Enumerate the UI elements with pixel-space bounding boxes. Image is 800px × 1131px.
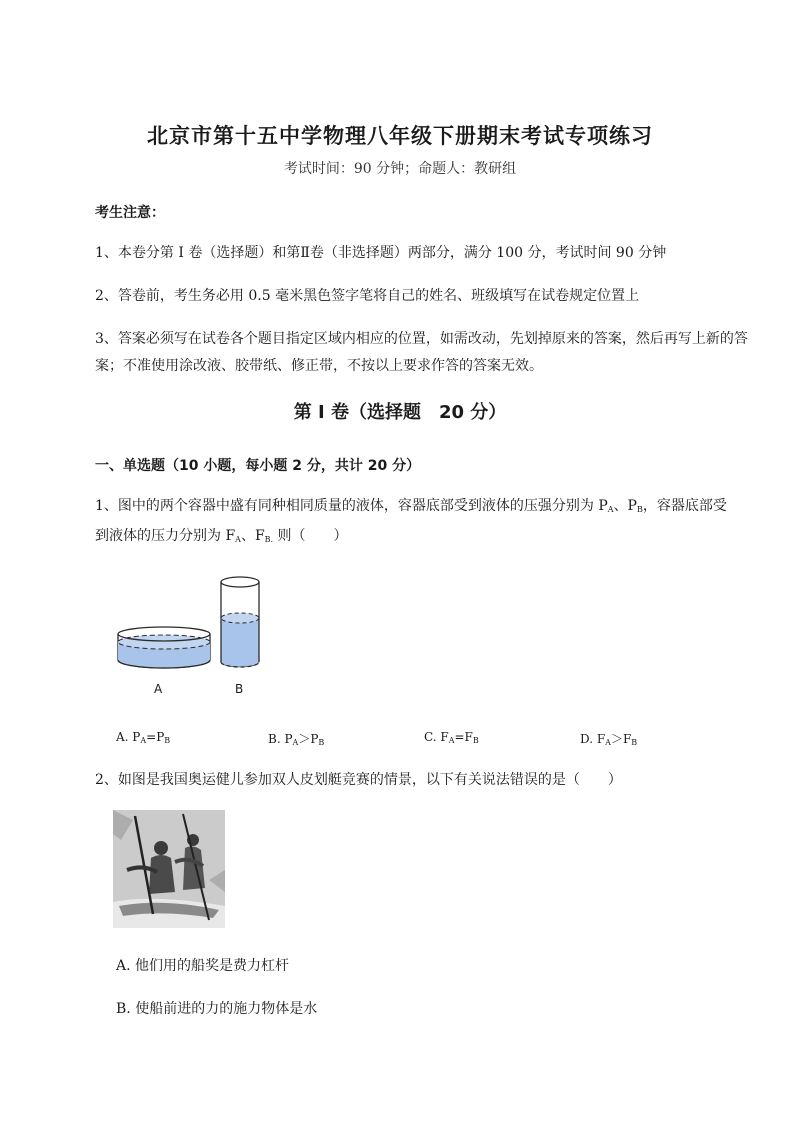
q2-option-b[interactable]: B. 使船前进的力的施力物体是水 xyxy=(116,1001,318,1017)
figure-label-b: B xyxy=(235,682,244,696)
q2-option-a[interactable]: A. 他们用的船奖是费力杠杆 xyxy=(116,958,290,974)
notice-item-1: 1、本卷分第 I 卷（选择题）和第Ⅱ卷（非选择题）两部分，满分 100 分，考试时间 90 分钟 xyxy=(95,245,667,261)
q1-option-d[interactable]: D. $F_A>F_B$ xyxy=(580,732,638,747)
q1-option-a[interactable]: A. $P_A=P_B$ xyxy=(116,730,171,745)
notice-item-3: 3、答案必须写在试卷各个题目指定区域内相应的位置，如需改动，先划掉原来的答案，然后再写上新的答案；不准使用涂改液、胶带纸、修正带，不按以上要求作答的答案无效。 xyxy=(95,331,748,374)
part-heading: 一、单选题（10 小题，每小题 2 分，共计 20 分） xyxy=(95,458,421,474)
q1-option-b[interactable]: B. $P_A>P_B$ xyxy=(268,732,325,747)
liquid-b xyxy=(221,618,259,667)
containers-figure xyxy=(108,570,278,700)
container-a xyxy=(118,627,210,668)
question-1-line-1: 1、图中的两个容器中盛有同种相同质量的液体，容器底部受到液体的压强分别为 $P_A$、$P_B$，容器底部受 xyxy=(95,498,727,514)
notice-heading: 考生注意： xyxy=(95,205,165,221)
question-1-stem xyxy=(95,493,750,553)
section-title: 第 I 卷（选择题 20 分） xyxy=(293,402,507,423)
container-b xyxy=(221,577,259,667)
q1-option-c[interactable]: C. $F_A=F_B$ xyxy=(424,730,479,745)
canoe-photo xyxy=(113,810,225,928)
question-1-line-2: 到液体的压力分别为 $F_A$、$F_{B.}$ 则（ ） xyxy=(95,528,348,544)
page-title: 北京市第十五中学物理八年级下册期末考试专项练习 xyxy=(147,124,653,148)
notice-item-2: 2、答卷前，考生务必用 0.5 毫米黑色签字笔将自己的姓名、班级填写在试卷规定位置上 xyxy=(95,288,640,304)
question-2-stem: 2、如图是我国奥运健儿参加双人皮划艇竞赛的情景，以下有关说法错误的是（ ） xyxy=(95,772,622,788)
figure-label-a: A xyxy=(154,682,163,696)
exam-info: 考试时间：90 分钟；命题人：教研组 xyxy=(283,161,517,177)
